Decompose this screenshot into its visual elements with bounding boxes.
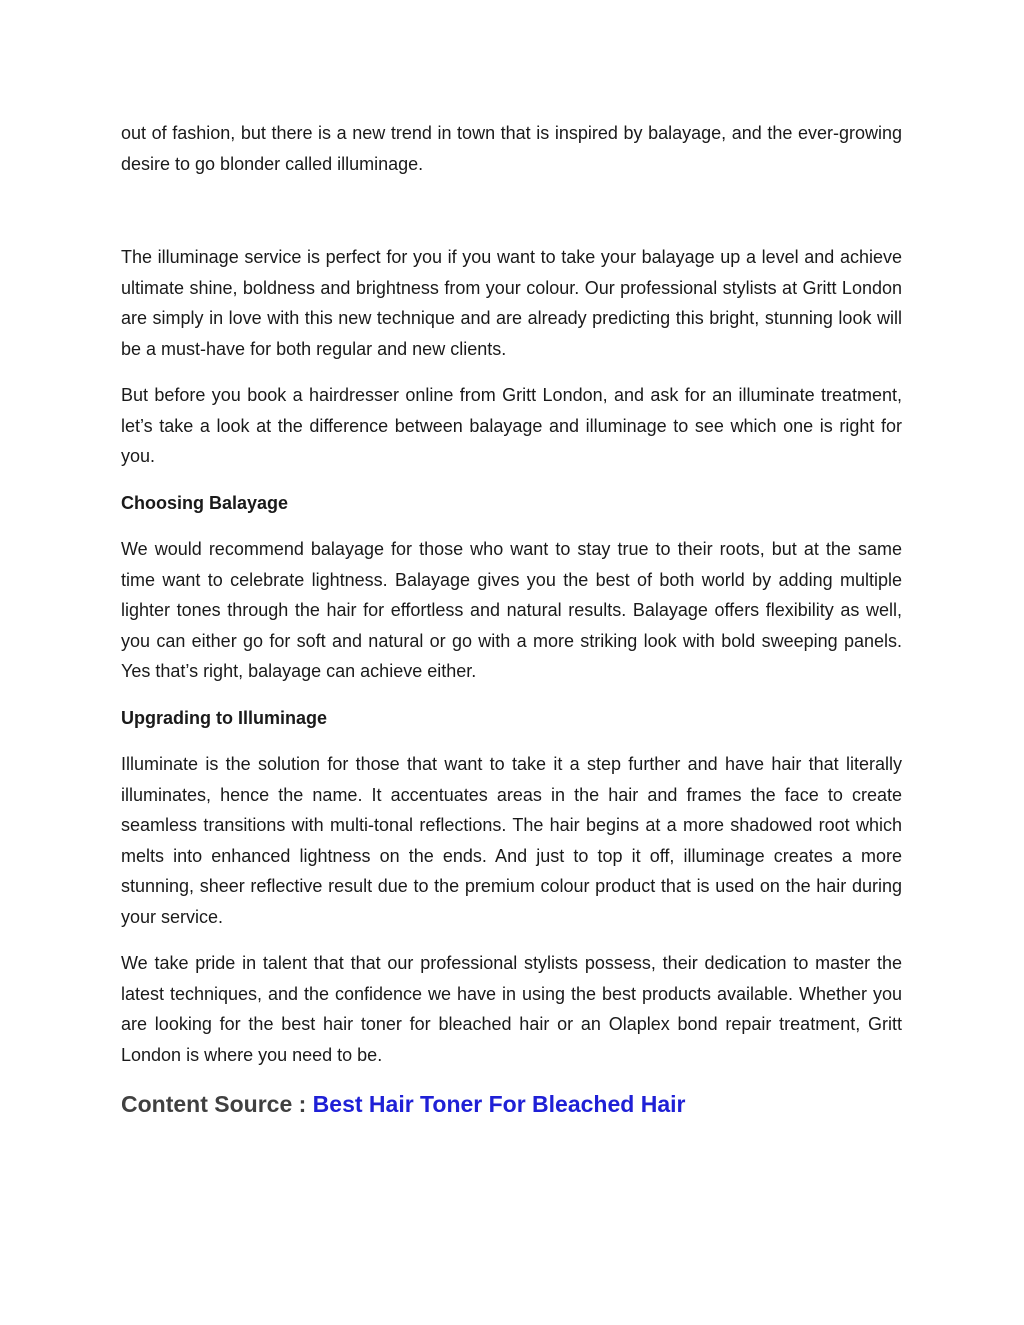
closing-paragraph: We take pride in talent that that our professional stylists possess, their dedication to master the latest techniques, and the confidence we have in using the best products available. Whether you are looking for the best hair toner for bleached hair or an Olaplex bond repair treatment, Gritt London is where you need to be.: [121, 953, 902, 1065]
heading-choosing-balayage: Choosing Balayage: [121, 492, 289, 513]
illuminage-paragraph: Illuminate is the solution for those that want to take it a step further and have hair that literally illuminates, hence the name. It accentuates areas in the hair and frames the face to create seamless transitions with multi-tonal reflections. The hair begins at a more shadowed root which melts into enhanced lightness on the ends. And just to top it off, illuminage creates a more stunning, sheer reflective result due to the premium colour product that is used on the hair during your service.: [121, 754, 902, 927]
content-source-label: Content Source :: [121, 1091, 313, 1117]
illuminage-service-paragraph: The illuminage service is perfect for you if you want to take your balayage up a level and achieve ultimate shine, boldness and brightness from your colour. Our professional stylists at Gritt London are simply in love with this new technique and are already predicting this bright, stunning look will be a must-have for both regular and new clients.: [121, 247, 902, 359]
content-source-link[interactable]: Best Hair Toner For Bleached Hair: [312, 1091, 686, 1117]
balayage-paragraph: We would recommend balayage for those who want to stay true to their roots, but at the same time want to celebrate lightness. Balayage gives you the best of both world by adding multiple lighter tones through the hair for effortless and natural results. Balayage offers flexibility as well, you can either go for soft and natural or go with a more striking look with bold sweeping panels. Yes that’s right, balayage can achieve either.: [121, 539, 902, 681]
intro-paragraph: out of fashion, but there is a new trend in town that is inspired by balayage, and the ever-growing desire to go blonder called illuminage.: [121, 123, 902, 174]
document-page: [121, 118, 902, 1120]
difference-paragraph: But before you book a hairdresser online from Gritt London, and ask for an illuminate treatment, let’s take a look at the difference between balayage and illuminage to see which one is right for you.: [121, 385, 902, 466]
heading-upgrading-illuminage: Upgrading to Illuminage: [121, 707, 327, 728]
content-source: [121, 1088, 902, 1120]
